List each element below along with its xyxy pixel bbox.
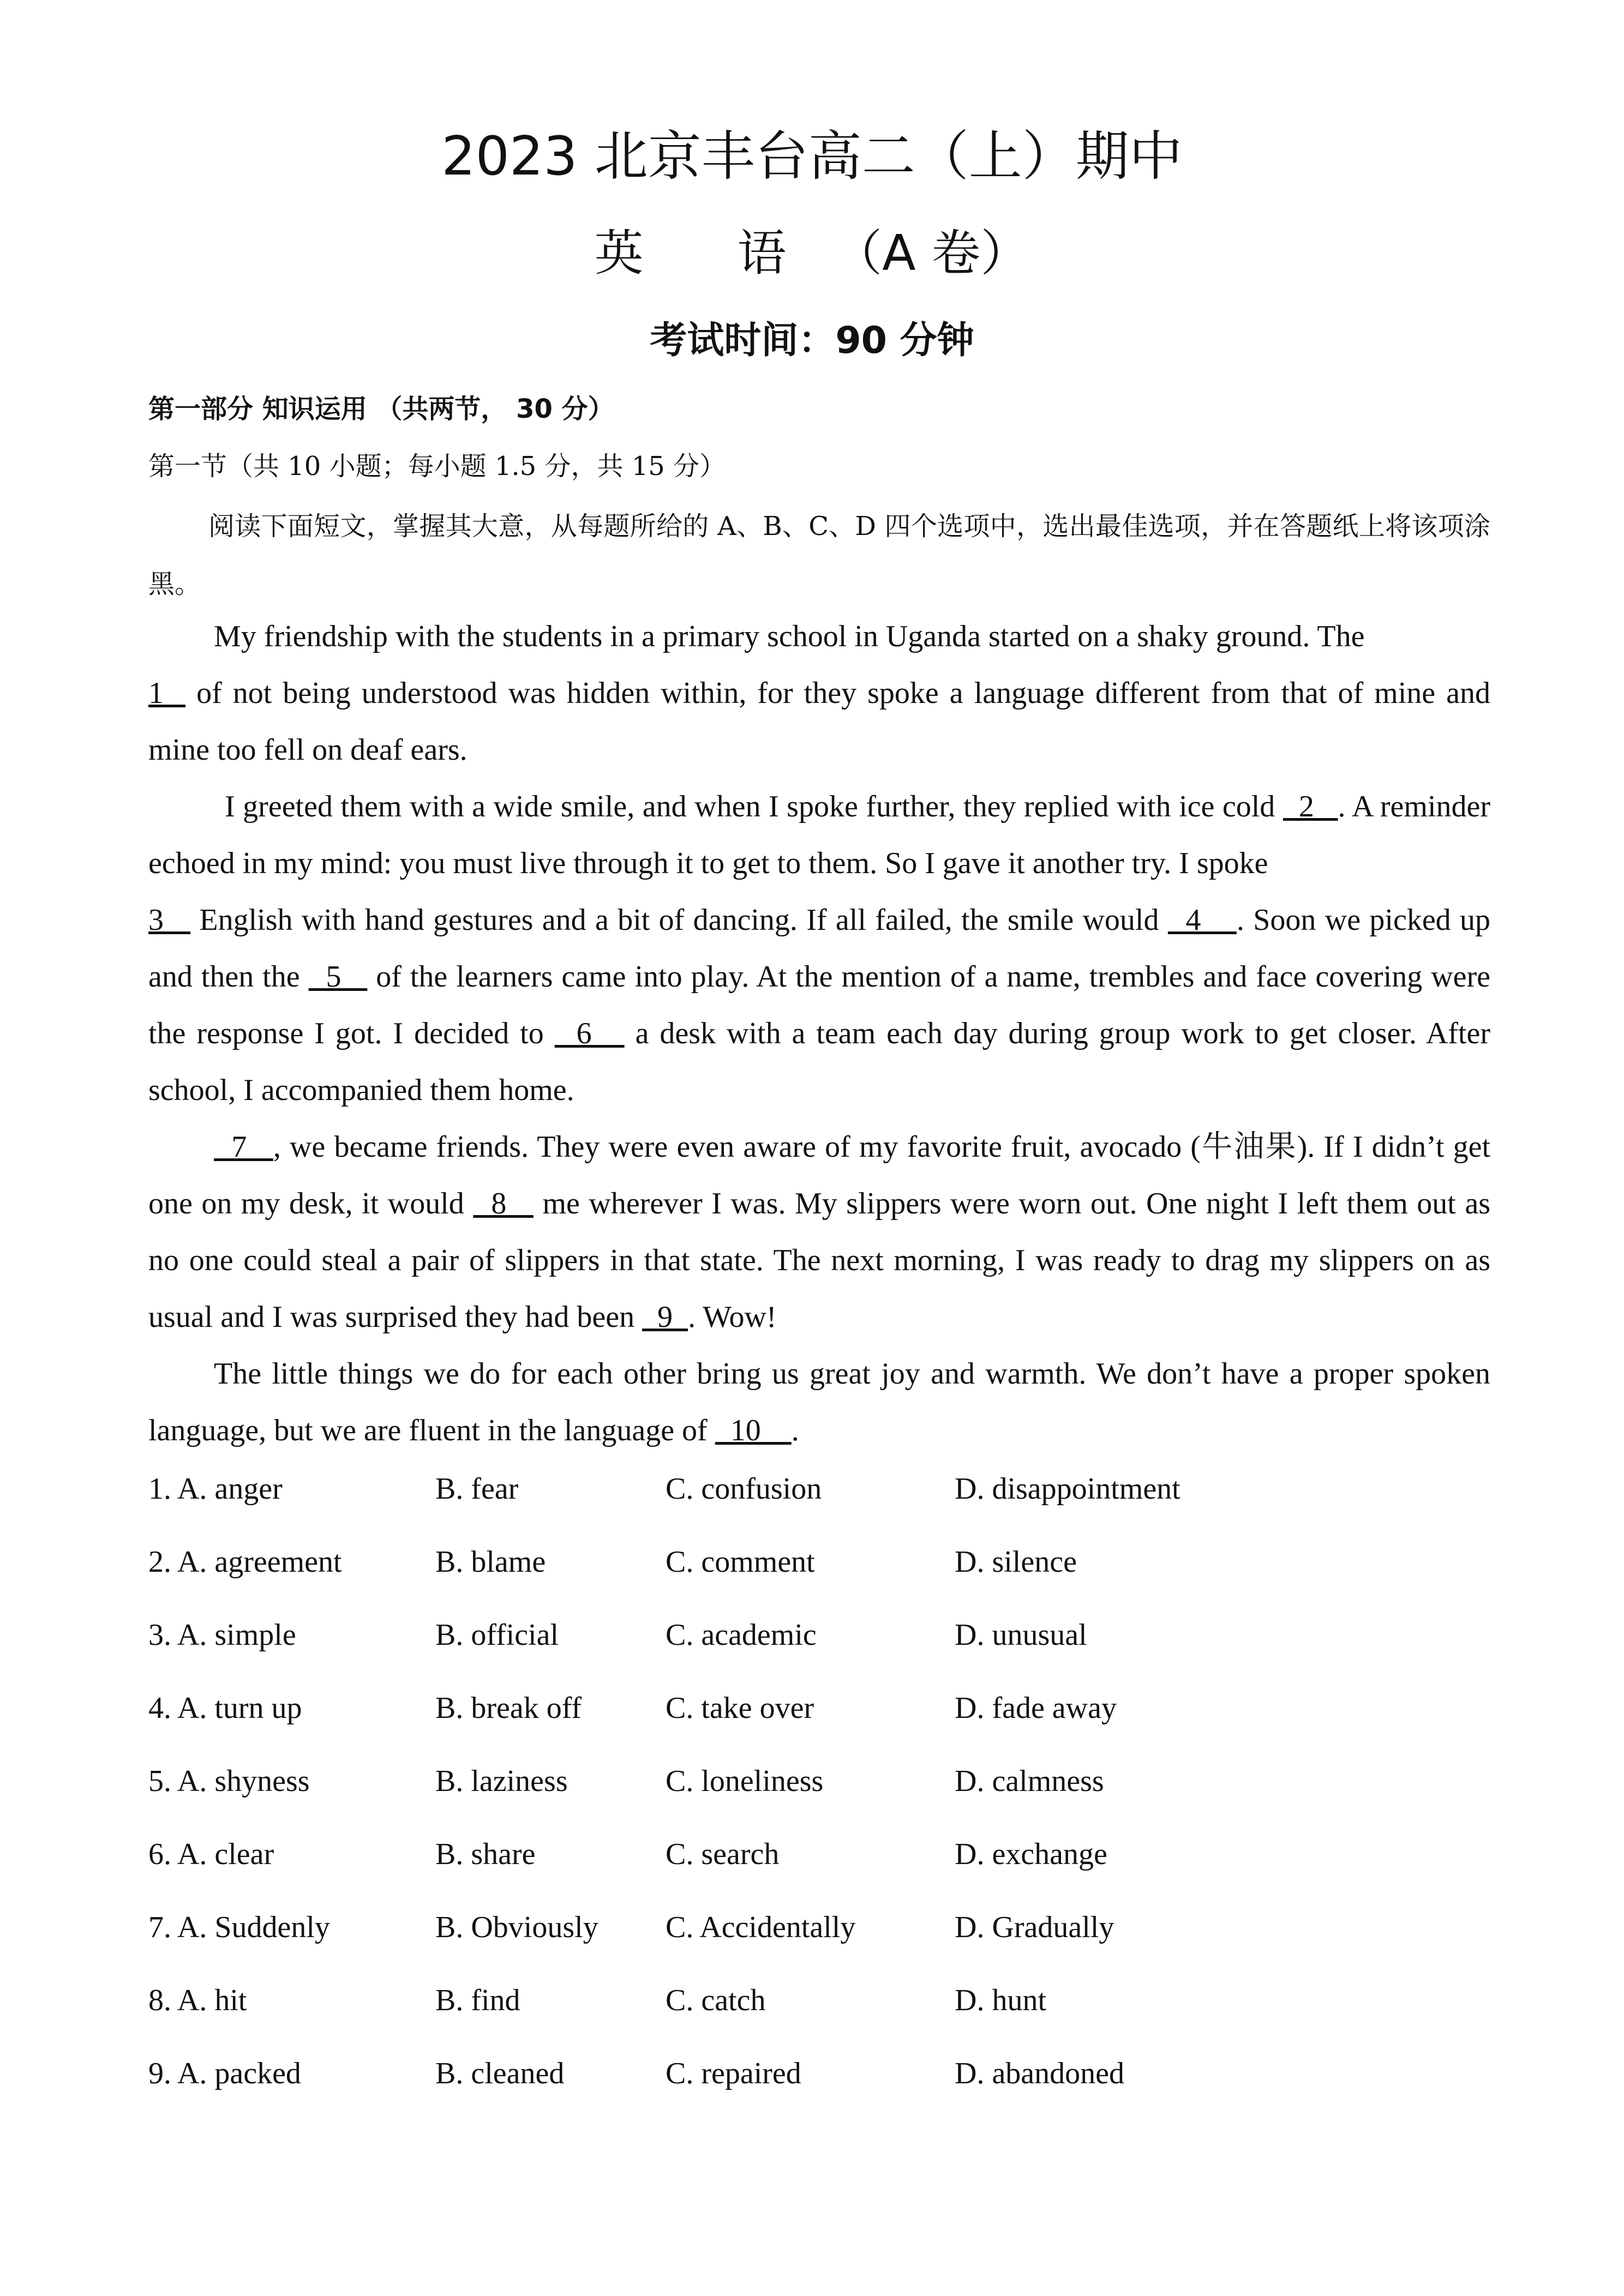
option-c: C. comment [666,1545,815,1579]
cloze-passage [148,608,1490,1459]
question-row [148,1900,1490,1973]
passage-text: of the learners came into play. At the mention of a name, trembles and face covering were the response I got. I decided to [148,960,1491,1050]
option-c: C. Accidentally [666,1910,856,1944]
option-a: 6. A. clear [148,1837,274,1871]
blank-8: 8 [473,1187,534,1221]
passage-text: . A reminder echoed in my mind: you must live through it to get to them. So I gave it another try. I spoke [148,790,1491,880]
question-row [148,1462,1490,1535]
option-b: B. fear [435,1472,519,1506]
blank-4: 4 [1167,903,1237,937]
option-a: 3. A. simple [148,1618,296,1652]
question-row [148,2046,1490,2119]
passage-text: English with hand gestures and a bit of dancing. If all failed, the smile would [190,903,1168,937]
option-d: D. calmness [955,1764,1104,1798]
option-c: C. loneliness [666,1764,824,1798]
option-a: 2. A. agreement [148,1545,342,1579]
passage-paragraph-1 [148,608,1490,778]
option-c: C. academic [666,1618,817,1652]
passage-text: I greeted them with a wide smile, and when I spoke further, they replied with ice cold [225,790,1283,824]
option-a: 5. A. shyness [148,1764,310,1798]
option-c: C. repaired [666,2057,801,2090]
passage-paragraph-4 [148,1345,1490,1459]
blank-9: 9 [642,1300,688,1334]
passage-text: , we became friends. They were even aware of my favorite fruit, avocado (牛油果). If I didn’t get one on my desk, it would [148,1130,1490,1221]
instruction-text: 阅读下面短文，掌握其大意，从每题所给的 A、B、C、D 四个选项中，选出最佳选项，并在答题纸上将该项涂黑。 [148,511,1490,599]
exam-title: 2023 北京丰台高二（上）期中 [441,125,1183,188]
option-a: 8. A. hit [148,1984,247,2017]
passage-text: The little things we do for each other bring us great joy and warmth. We don’t have a proper spoken language, but we are fluent in the language of [148,1357,1490,1447]
option-a: 7. A. Suddenly [148,1910,330,1944]
option-d: D. unusual [955,1618,1087,1652]
passage-paragraph-2 [148,778,1490,1119]
question-row [148,1681,1490,1754]
passage-text: My friendship with the students in a primary school in Uganda started on a shaky ground. The [214,620,1365,653]
option-d: D. abandoned [955,2057,1125,2090]
option-d: D. silence [955,1545,1077,1579]
blank-10: 10 [715,1414,792,1447]
passage-paragraph-3 [148,1119,1490,1345]
part-heading: 第一部分 知识运用 （共两节， 30 分） [148,394,614,424]
blank-6: 6 [554,1017,625,1050]
section-heading: 第一节（共 10 小题；每小题 1.5 分，共 15 分） [148,451,726,482]
blank-3: 3 [148,903,191,937]
option-c: C. search [666,1837,780,1871]
option-d: D. hunt [955,1984,1046,2017]
blank-7: 7 [214,1130,273,1164]
question-row [148,1973,1490,2046]
passage-text: . Wow! [688,1300,777,1334]
option-d: D. exchange [955,1837,1107,1871]
passage-text: me wherever I was. My slippers were worn out. One night I left them out as no one could steal a pair of slippers in that state. The next morning, I was ready to drag my slippers on as usual and I was surprised they had been [148,1187,1491,1334]
option-b: B. find [435,1984,520,2017]
option-c: C. take over [666,1691,814,1725]
option-a: 1. A. anger [148,1472,283,1506]
option-c: C. catch [666,1984,766,2017]
option-b: B. laziness [435,1764,568,1798]
question-options [148,1462,1490,2119]
option-a: 4. A. turn up [148,1691,302,1725]
option-b: B. official [435,1618,559,1652]
passage-text: a desk with a team each day during group work to get closer. After school, I accompanied them home. [148,1017,1490,1107]
question-row [148,1754,1490,1827]
passage-text: . [791,1414,799,1447]
option-a: 9. A. packed [148,2057,301,2090]
option-b: B. break off [435,1691,582,1725]
question-row [148,1827,1490,1900]
option-b: B. cleaned [435,2057,565,2090]
passage-text: . Soon we picked up and then the [148,903,1491,994]
option-d: D. disappointment [955,1472,1180,1506]
option-c: C. confusion [666,1472,822,1506]
blank-5: 5 [308,960,368,994]
blank-2: 2 [1283,790,1338,824]
question-row [148,1535,1490,1608]
passage-text: of not being understood was hidden within, for they spoke a language different from that of mine and mine too fell on deaf ears. [148,676,1491,767]
option-d: D. Gradually [955,1910,1114,1944]
exam-subject: 英 语 （A 卷） [594,225,1030,282]
option-b: B. blame [435,1545,546,1579]
option-b: B. share [435,1837,536,1871]
blank-1: 1 [148,676,186,710]
option-b: B. Obviously [435,1910,598,1944]
question-row [148,1608,1490,1681]
exam-time: 考试时间：90 分钟 [650,319,974,362]
option-d: D. fade away [955,1691,1117,1725]
